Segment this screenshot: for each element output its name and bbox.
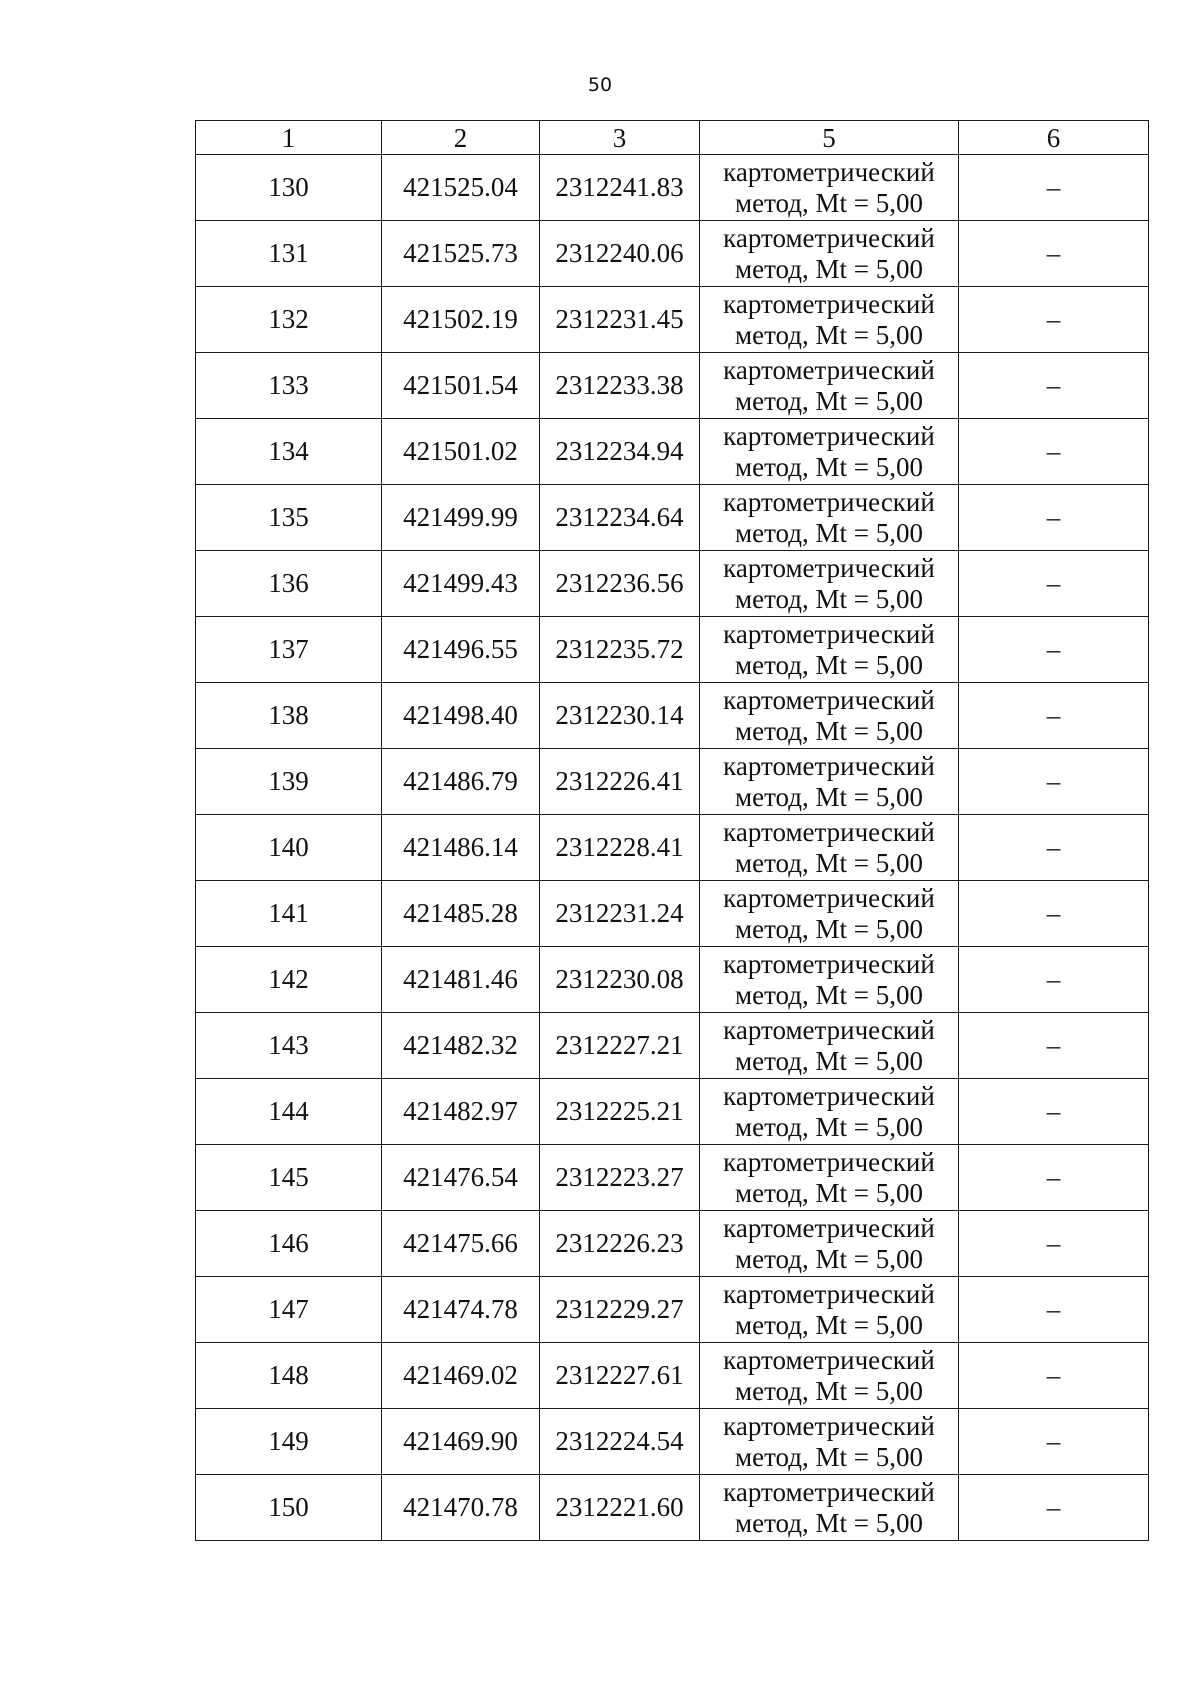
- table-body: [196, 155, 1149, 1541]
- table-row: [196, 683, 1149, 749]
- method-line-2: метод, Mt = 5,00: [735, 385, 923, 416]
- method-line-1: картометрический: [723, 618, 935, 649]
- table-row: [196, 1475, 1149, 1541]
- note-cell: –: [959, 419, 1149, 485]
- method-line-2: метод, Mt = 5,00: [735, 781, 923, 812]
- method-cell: [700, 1145, 959, 1211]
- method-line-2: метод, Mt = 5,00: [735, 1309, 923, 1340]
- note-cell: –: [959, 221, 1149, 287]
- coordinate-x: 421525.04: [382, 155, 540, 221]
- coordinate-x: 421481.46: [382, 947, 540, 1013]
- method-line-1: картометрический: [723, 1344, 935, 1375]
- coordinate-y: 2312221.60: [540, 1475, 700, 1541]
- coordinate-x: 421498.40: [382, 683, 540, 749]
- coordinate-y: 2312226.23: [540, 1211, 700, 1277]
- method-line-1: картометрический: [723, 288, 935, 319]
- note-cell: –: [959, 1079, 1149, 1145]
- table-row: [196, 551, 1149, 617]
- coordinate-x: 421476.54: [382, 1145, 540, 1211]
- point-number: 141: [196, 881, 382, 947]
- method-cell: [700, 419, 959, 485]
- method-line-2: метод, Mt = 5,00: [735, 1111, 923, 1142]
- coordinate-x: 421469.02: [382, 1343, 540, 1409]
- method-line-2: метод, Mt = 5,00: [735, 187, 923, 218]
- coordinate-x: 421499.99: [382, 485, 540, 551]
- method-line-2: метод, Mt = 5,00: [735, 1177, 923, 1208]
- coordinate-y: 2312240.06: [540, 221, 700, 287]
- note-cell: –: [959, 551, 1149, 617]
- method-cell: [700, 749, 959, 815]
- table-row: [196, 419, 1149, 485]
- note-cell: –: [959, 353, 1149, 419]
- page-number: 50: [587, 74, 613, 96]
- method-line-2: метод, Mt = 5,00: [735, 583, 923, 614]
- method-line-2: метод, Mt = 5,00: [735, 913, 923, 944]
- point-number: 131: [196, 221, 382, 287]
- table-row: [196, 1079, 1149, 1145]
- coordinate-y: 2312226.41: [540, 749, 700, 815]
- method-cell: [700, 353, 959, 419]
- coordinate-x: 421502.19: [382, 287, 540, 353]
- note-cell: –: [959, 1145, 1149, 1211]
- coordinate-y: 2312228.41: [540, 815, 700, 881]
- coordinate-y: 2312223.27: [540, 1145, 700, 1211]
- method-cell: [700, 1475, 959, 1541]
- method-cell: [700, 1409, 959, 1475]
- coordinate-x: 421470.78: [382, 1475, 540, 1541]
- method-cell: [700, 683, 959, 749]
- table-row: [196, 1013, 1149, 1079]
- method-line-2: метод, Mt = 5,00: [735, 649, 923, 680]
- coordinate-x: 421486.14: [382, 815, 540, 881]
- header-col-6: 6: [959, 121, 1149, 155]
- table-row: [196, 1343, 1149, 1409]
- note-cell: –: [959, 749, 1149, 815]
- coordinate-y: 2312230.08: [540, 947, 700, 1013]
- method-line-2: метод, Mt = 5,00: [735, 979, 923, 1010]
- method-line-1: картометрический: [723, 882, 935, 913]
- method-line-2: метод, Mt = 5,00: [735, 1375, 923, 1406]
- header-col-3: 3: [540, 121, 700, 155]
- table-row: [196, 1409, 1149, 1475]
- coordinate-y: 2312234.64: [540, 485, 700, 551]
- coordinate-y: 2312224.54: [540, 1409, 700, 1475]
- note-cell: –: [959, 1409, 1149, 1475]
- method-line-1: картометрический: [723, 354, 935, 385]
- coordinate-x: 421482.32: [382, 1013, 540, 1079]
- method-line-1: картометрический: [723, 420, 935, 451]
- method-line-1: картометрический: [723, 1080, 935, 1111]
- coordinate-x: 421469.90: [382, 1409, 540, 1475]
- method-cell: [700, 155, 959, 221]
- method-cell: [700, 1211, 959, 1277]
- method-cell: [700, 1343, 959, 1409]
- table-row: [196, 1211, 1149, 1277]
- method-line-2: метод, Mt = 5,00: [735, 1441, 923, 1472]
- point-number: 130: [196, 155, 382, 221]
- method-line-1: картометрический: [723, 1410, 935, 1441]
- point-number: 133: [196, 353, 382, 419]
- note-cell: –: [959, 815, 1149, 881]
- method-line-2: метод, Mt = 5,00: [735, 517, 923, 548]
- coordinate-x: 421496.55: [382, 617, 540, 683]
- point-number: 134: [196, 419, 382, 485]
- point-number: 146: [196, 1211, 382, 1277]
- point-number: 143: [196, 1013, 382, 1079]
- method-line-1: картометрический: [723, 222, 935, 253]
- table-row: [196, 617, 1149, 683]
- method-cell: [700, 617, 959, 683]
- coordinate-x: 421485.28: [382, 881, 540, 947]
- coordinate-y: 2312241.83: [540, 155, 700, 221]
- point-number: 137: [196, 617, 382, 683]
- coordinate-x: 421482.97: [382, 1079, 540, 1145]
- note-cell: –: [959, 1013, 1149, 1079]
- method-line-2: метод, Mt = 5,00: [735, 1243, 923, 1274]
- method-cell: [700, 1013, 959, 1079]
- table-row: [196, 1277, 1149, 1343]
- method-cell: [700, 947, 959, 1013]
- coordinate-x: 421525.73: [382, 221, 540, 287]
- table-row: [196, 353, 1149, 419]
- method-line-2: метод, Mt = 5,00: [735, 715, 923, 746]
- note-cell: –: [959, 155, 1149, 221]
- point-number: 139: [196, 749, 382, 815]
- coordinate-y: 2312233.38: [540, 353, 700, 419]
- point-number: 142: [196, 947, 382, 1013]
- table-row: [196, 815, 1149, 881]
- point-number: 140: [196, 815, 382, 881]
- coordinate-y: 2312234.94: [540, 419, 700, 485]
- table-row: [196, 1145, 1149, 1211]
- method-line-1: картометрический: [723, 750, 935, 781]
- note-cell: –: [959, 683, 1149, 749]
- note-cell: –: [959, 947, 1149, 1013]
- note-cell: –: [959, 1211, 1149, 1277]
- coordinate-x: 421501.02: [382, 419, 540, 485]
- table-row: [196, 749, 1149, 815]
- method-line-1: картометрический: [723, 1278, 935, 1309]
- method-cell: [700, 815, 959, 881]
- method-line-2: метод, Mt = 5,00: [735, 253, 923, 284]
- method-line-1: картометрический: [723, 1476, 935, 1507]
- coordinate-y: 2312231.45: [540, 287, 700, 353]
- method-line-1: картометрический: [723, 486, 935, 517]
- table-row: [196, 155, 1149, 221]
- method-cell: [700, 221, 959, 287]
- method-line-1: картометрический: [723, 684, 935, 715]
- note-cell: –: [959, 1277, 1149, 1343]
- coordinate-y: 2312229.27: [540, 1277, 700, 1343]
- method-cell: [700, 1277, 959, 1343]
- method-line-2: метод, Mt = 5,00: [735, 847, 923, 878]
- coordinate-y: 2312225.21: [540, 1079, 700, 1145]
- method-line-1: картометрический: [723, 948, 935, 979]
- note-cell: –: [959, 485, 1149, 551]
- note-cell: –: [959, 1343, 1149, 1409]
- method-line-1: картометрический: [723, 1014, 935, 1045]
- header-row: [196, 121, 1149, 155]
- table-row: [196, 287, 1149, 353]
- note-cell: –: [959, 617, 1149, 683]
- point-number: 138: [196, 683, 382, 749]
- point-number: 148: [196, 1343, 382, 1409]
- coordinate-x: 421474.78: [382, 1277, 540, 1343]
- header-col-5: 5: [700, 121, 959, 155]
- coordinate-y: 2312230.14: [540, 683, 700, 749]
- table-row: [196, 221, 1149, 287]
- header-col-2: 2: [382, 121, 540, 155]
- method-cell: [700, 287, 959, 353]
- table-row: [196, 947, 1149, 1013]
- point-number: 132: [196, 287, 382, 353]
- note-cell: –: [959, 881, 1149, 947]
- method-cell: [700, 881, 959, 947]
- header-col-1: 1: [196, 121, 382, 155]
- method-line-1: картометрический: [723, 1146, 935, 1177]
- note-cell: –: [959, 287, 1149, 353]
- table-row: [196, 485, 1149, 551]
- point-number: 136: [196, 551, 382, 617]
- coordinate-y: 2312227.61: [540, 1343, 700, 1409]
- method-cell: [700, 551, 959, 617]
- point-number: 149: [196, 1409, 382, 1475]
- point-number: 145: [196, 1145, 382, 1211]
- coordinate-x: 421475.66: [382, 1211, 540, 1277]
- method-line-1: картометрический: [723, 552, 935, 583]
- method-line-2: метод, Mt = 5,00: [735, 1045, 923, 1076]
- point-number: 150: [196, 1475, 382, 1541]
- point-number: 144: [196, 1079, 382, 1145]
- table-row: [196, 881, 1149, 947]
- coordinate-y: 2312227.21: [540, 1013, 700, 1079]
- coordinate-x: 421486.79: [382, 749, 540, 815]
- note-cell: –: [959, 1475, 1149, 1541]
- method-cell: [700, 1079, 959, 1145]
- coordinate-y: 2312235.72: [540, 617, 700, 683]
- method-line-1: картометрический: [723, 816, 935, 847]
- table-header: [196, 121, 1149, 155]
- method-line-1: картометрический: [723, 1212, 935, 1243]
- point-number: 147: [196, 1277, 382, 1343]
- method-line-2: метод, Mt = 5,00: [735, 319, 923, 350]
- method-line-2: метод, Mt = 5,00: [735, 1507, 923, 1538]
- coordinate-x: 421499.43: [382, 551, 540, 617]
- coordinate-y: 2312236.56: [540, 551, 700, 617]
- coordinates-table: [195, 120, 1149, 1541]
- method-cell: [700, 485, 959, 551]
- method-line-2: метод, Mt = 5,00: [735, 451, 923, 482]
- point-number: 135: [196, 485, 382, 551]
- method-line-1: картометрический: [723, 156, 935, 187]
- coordinate-y: 2312231.24: [540, 881, 700, 947]
- coordinate-x: 421501.54: [382, 353, 540, 419]
